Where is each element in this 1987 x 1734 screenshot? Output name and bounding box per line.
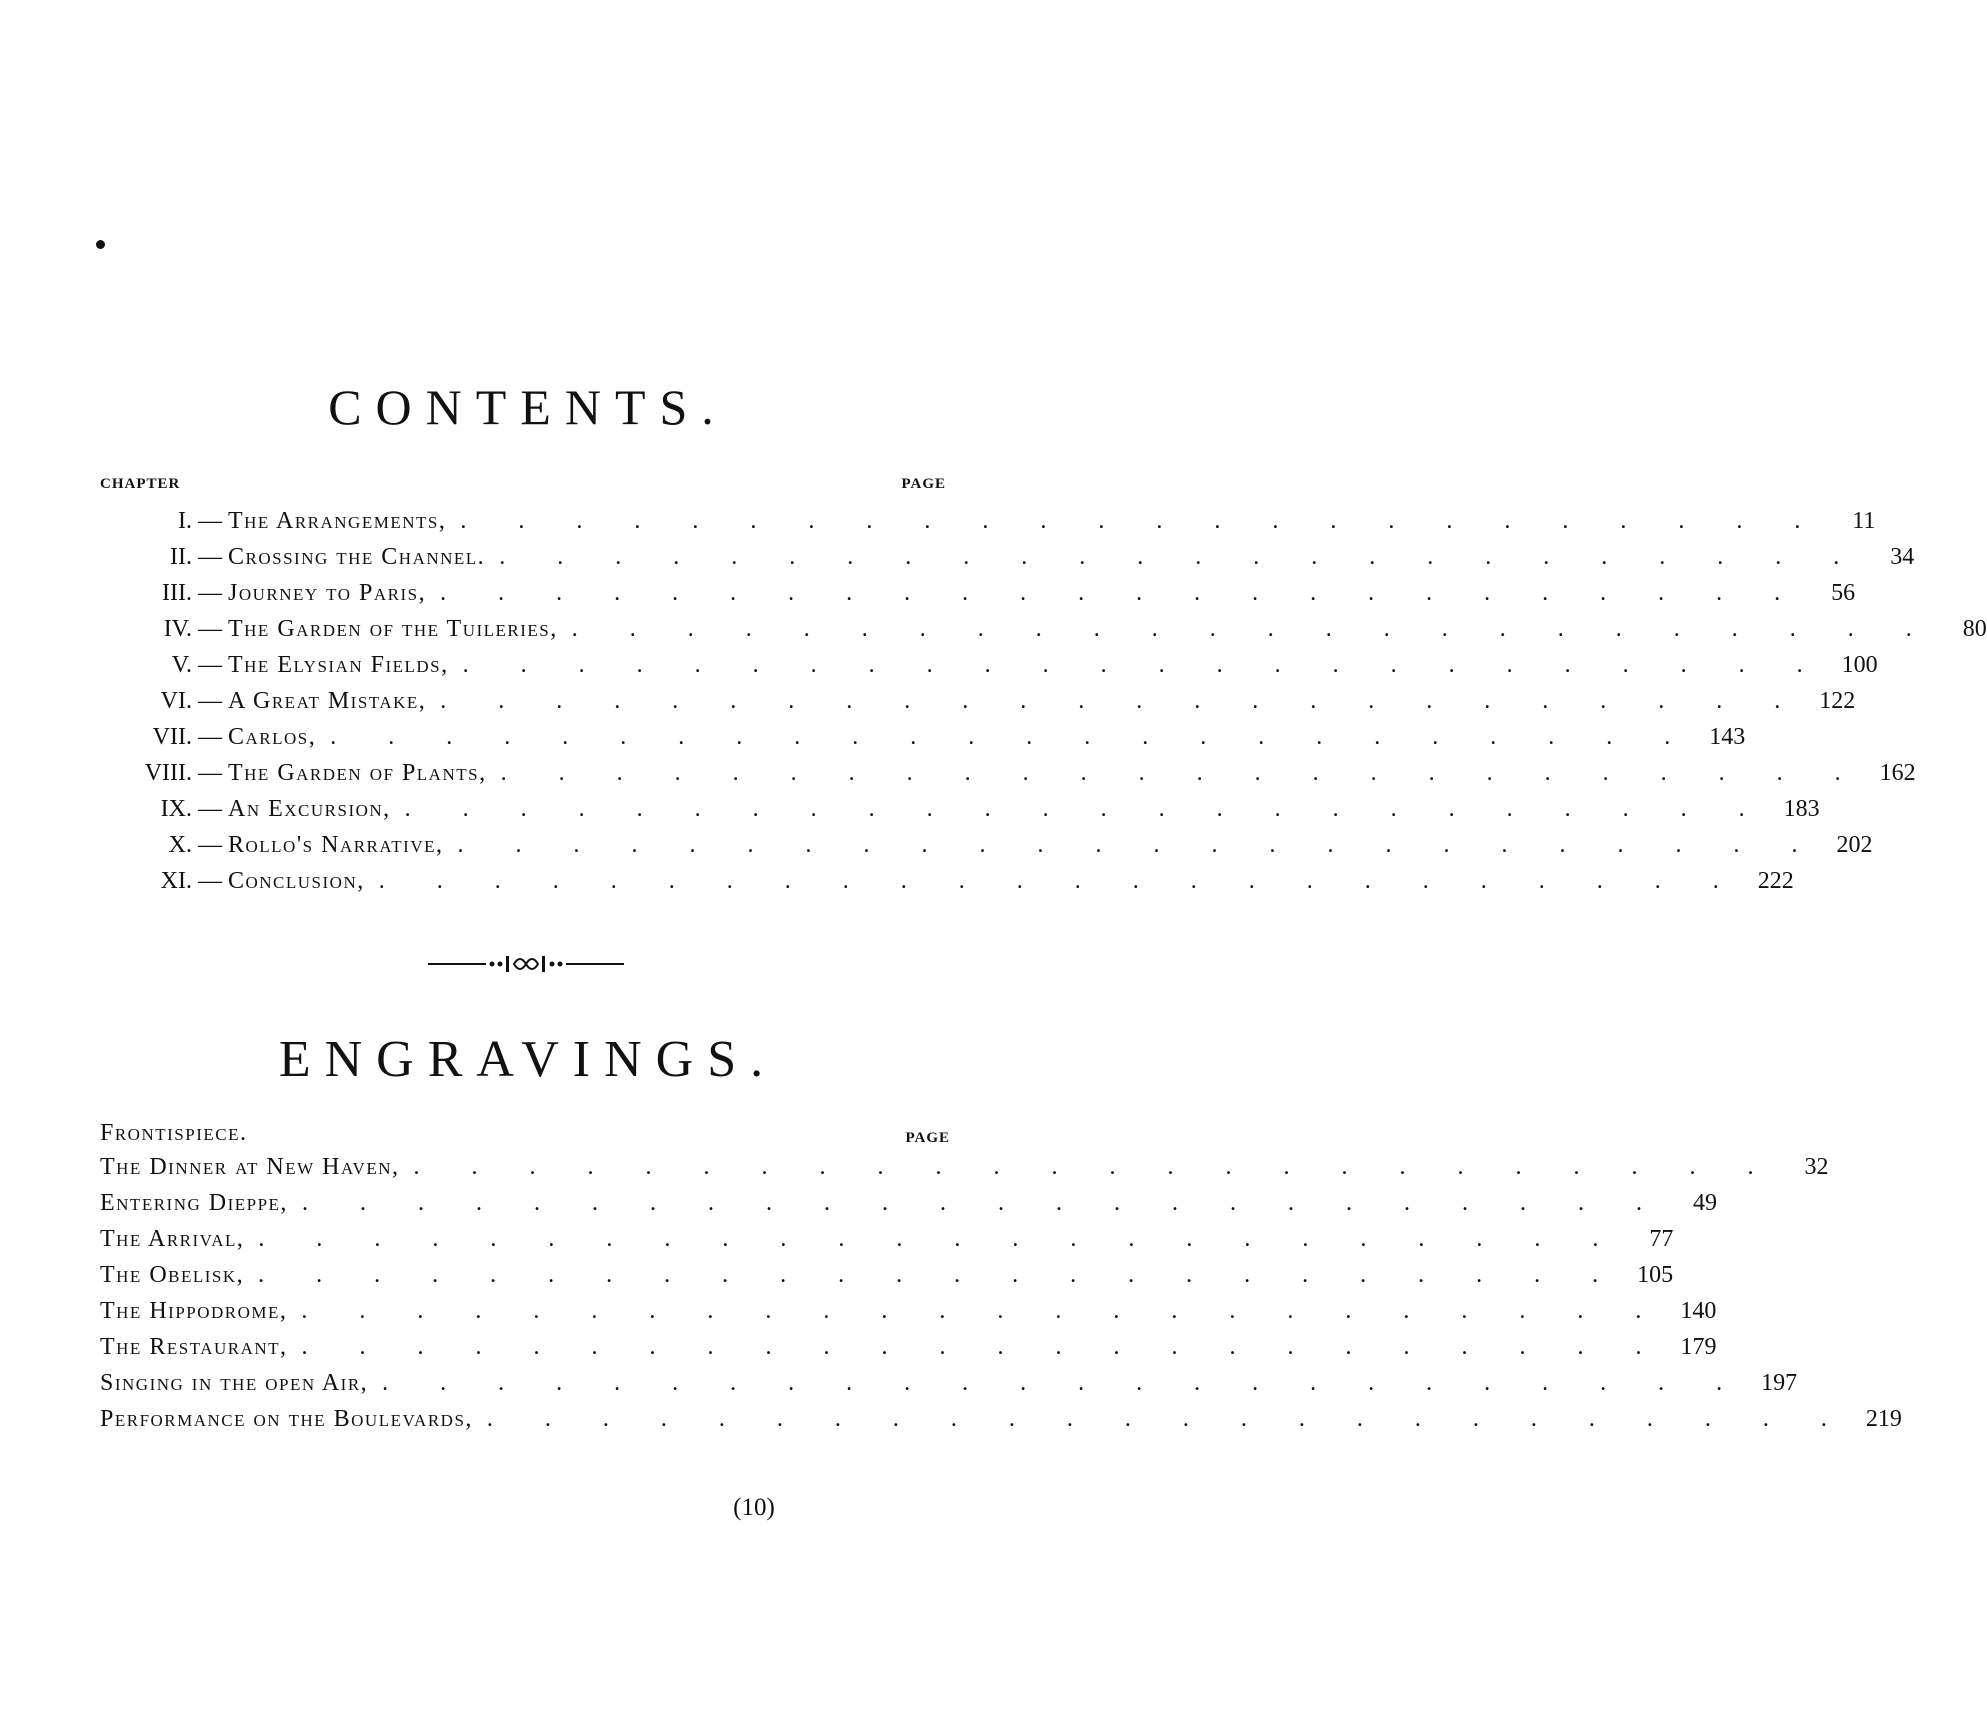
chapter-row	[100, 580, 1856, 616]
chapter-number: VI.	[160, 688, 192, 714]
chapter-number: V.	[171, 652, 192, 678]
engraving-title: The Hippodrome,	[100, 1298, 288, 1324]
dot-leader: . . . . . . . . . . . . . . . . . . . . . . . .	[457, 832, 1821, 858]
engraving-title: The Obelisk,	[100, 1262, 245, 1288]
engraving-row	[100, 1334, 1717, 1370]
chapter-column-header: CHAPTER	[100, 476, 181, 492]
dot-leader: . . . . . . . . . . . . . . . . . . . . . . . .	[462, 652, 1826, 678]
contents-title: CONTENTS.	[328, 379, 728, 435]
em-dash: —	[198, 832, 222, 858]
engraving-page: 179	[1680, 1334, 1717, 1360]
dot-leader: . . . . . . . . . . . . . . . . . . . . . . . .	[258, 1226, 1622, 1252]
engraving-title: The Arrival,	[100, 1226, 245, 1252]
chapter-page: 122	[1819, 688, 1856, 714]
chapter-title: Rollo's Narrative,	[228, 832, 444, 858]
stray-dot	[96, 240, 105, 249]
engraving-page: 32	[1804, 1154, 1829, 1180]
engravings-page-header: PAGE	[905, 1130, 950, 1146]
engraving-page: 219	[1865, 1406, 1902, 1432]
em-dash: —	[198, 724, 222, 750]
engraving-row	[100, 1298, 1717, 1334]
dot-leader: . . . . . . . . . . . . . . . . . . . . . . . .	[258, 1262, 1622, 1288]
engraving-row	[100, 1262, 1674, 1298]
chapter-title: The Elysian Fields,	[228, 652, 449, 678]
chapter-title: The Garden of the Tuileries,	[228, 616, 558, 642]
chapter-page: 80	[1962, 616, 1987, 642]
chapter-number: X.	[168, 832, 192, 858]
chapter-number: VIII.	[144, 760, 192, 786]
chapter-row	[100, 832, 1873, 868]
dot-leader: . . . . . . . . . . . . . . . . . . . . . . . .	[440, 688, 1804, 714]
chapter-page: 34	[1890, 544, 1915, 570]
chapter-title: An Excursion,	[228, 796, 391, 822]
page-column-header: PAGE	[901, 476, 946, 492]
em-dash: —	[198, 508, 222, 534]
engraving-title: Singing in the open Air,	[100, 1370, 369, 1396]
page-number	[0, 1494, 1056, 1522]
chapter-number: IX.	[160, 796, 192, 822]
chapter-page: 222	[1757, 868, 1794, 894]
chapter-row	[100, 760, 1916, 796]
dot-leader: . . . . . . . . . . . . . . . . . . . . . . . .	[301, 1298, 1665, 1324]
em-dash: —	[198, 760, 222, 786]
engraving-row	[100, 1370, 1798, 1406]
ornament-divider	[428, 952, 624, 974]
dot-leader: . . . . . . . . . . . . . . . . . . . . . . . .	[571, 616, 1935, 642]
dot-leader: . . . . . . . . . . . . . . . . . . . . . . . .	[404, 796, 1768, 822]
chapter-page: 183	[1783, 796, 1820, 822]
engraving-title: The Restaurant,	[100, 1334, 288, 1360]
chapter-title: Conclusion,	[228, 868, 365, 894]
chapter-page: 11	[1852, 508, 1876, 534]
engraving-row	[100, 1406, 1902, 1442]
chapter-number: IV.	[163, 616, 192, 642]
dot-leader: . . . . . . . . . . . . . . . . . . . . . . . .	[500, 760, 1864, 786]
engraving-page: 197	[1761, 1370, 1798, 1396]
em-dash: —	[198, 616, 222, 642]
engraving-page: 49	[1692, 1190, 1717, 1216]
chapter-row	[100, 688, 1856, 724]
dot-leader: . . . . . . . . . . . . . . . . . . . . . . . .	[486, 1406, 1850, 1432]
chapter-title: Journey to Paris,	[228, 580, 427, 606]
engraving-title: The Dinner at New Haven,	[100, 1154, 400, 1180]
dot-leader: . . . . . . . . . . . . . . . . . . . . . . . .	[301, 1334, 1665, 1360]
chapter-row	[100, 652, 1878, 688]
chapter-title: Crossing the Channel.	[228, 544, 486, 570]
chapter-number: VII.	[152, 724, 192, 750]
engraving-row	[100, 1190, 1717, 1226]
em-dash: —	[198, 544, 222, 570]
engraving-title: Performance on the Boulevards,	[100, 1406, 473, 1432]
engraving-row	[100, 1226, 1674, 1262]
chapter-row	[100, 796, 1820, 832]
dot-leader: . . . . . . . . . . . . . . . . . . . . . . . .	[330, 724, 1694, 750]
dot-leader: . . . . . . . . . . . . . . . . . . . . . . . .	[499, 544, 1863, 570]
chapter-title: The Garden of Plants,	[228, 760, 487, 786]
chapter-page: 162	[1879, 760, 1916, 786]
chapter-number: I.	[178, 508, 192, 534]
chapter-row	[100, 544, 1915, 580]
dot-leader: . . . . . . . . . . . . . . . . . . . . . . . .	[413, 1154, 1777, 1180]
engraving-page: 77	[1649, 1226, 1674, 1252]
chapter-number: II.	[170, 544, 192, 570]
engraving-page: 140	[1680, 1298, 1717, 1324]
chapter-row	[100, 616, 1987, 652]
chapter-title: A Great Mistake,	[228, 688, 427, 714]
dot-leader: . . . . . . . . . . . . . . . . . . . . . . . .	[460, 508, 1824, 534]
chapter-page: 56	[1831, 580, 1856, 606]
em-dash: —	[198, 868, 222, 894]
chapter-number: III.	[162, 580, 192, 606]
dot-leader: . . . . . . . . . . . . . . . . . . . . . . . .	[440, 580, 1804, 606]
chapter-row	[100, 508, 1876, 544]
chapter-page: 100	[1841, 652, 1878, 678]
engraving-title: Entering Dieppe,	[100, 1190, 288, 1216]
chapter-row	[100, 868, 1794, 904]
folio-text: (10)	[733, 1494, 775, 1521]
em-dash: —	[198, 580, 222, 606]
dot-leader: . . . . . . . . . . . . . . . . . . . . . . . .	[301, 1190, 1665, 1216]
chapter-title: The Arrangements,	[228, 508, 447, 534]
em-dash: —	[198, 688, 222, 714]
em-dash: —	[198, 796, 222, 822]
engraving-page: 105	[1637, 1262, 1674, 1288]
chapter-list	[100, 508, 1987, 904]
dot-leader: . . . . . . . . . . . . . . . . . . . . . . . .	[382, 1370, 1746, 1396]
chapter-page: 202	[1836, 832, 1873, 858]
dot-leader: . . . . . . . . . . . . . . . . . . . . . . . .	[378, 868, 1742, 894]
frontispiece-label: Frontispiece.	[100, 1120, 248, 1146]
chapter-page: 143	[1709, 724, 1746, 750]
em-dash: —	[198, 652, 222, 678]
engraving-row	[100, 1154, 1829, 1190]
chapter-number: XI.	[160, 868, 192, 894]
chapter-title: Carlos,	[228, 724, 317, 750]
engraving-list	[100, 1154, 1902, 1442]
chapter-row	[100, 724, 1746, 760]
engravings-title: ENGRAVINGS.	[278, 1031, 778, 1088]
